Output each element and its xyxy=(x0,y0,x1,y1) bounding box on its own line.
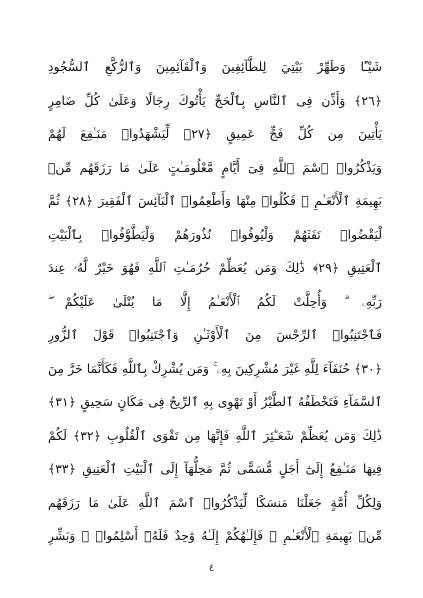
text-line: فَٱجْتَنِبُوا۟ ٱلرِّجْسَ مِنَ ٱلْأَوْثَـٰنِ وَٱجْتَنِبُوا۟ قَوْلَ ٱلزُّورِ xyxy=(48,327,382,342)
text-line: وَيَذْكُرُوا۟ ٱسْمَ ٱللَّهِ فِىٓ أَيَّامٍ مَّعْلُومَـٰتٍ عَلَىٰ مَا رَزَقَهُم مِّنۢ xyxy=(48,159,382,175)
text-line: يَأْتِينَ مِن كُلِّ فَجٍّ عَمِيقٍ ﴿٢٧﴾ لِّيَشْهَدُوا۟ مَنَـٰفِعَ لَهُمْ xyxy=(48,126,382,141)
text-line: لْيَقْضُوا۟ تَفَثَهُمْ وَلْيُوفُوا۟ نُذُورَهُمْ وَلْيَطَّوَّفُوا۟ بِٱلْبَيْتِ xyxy=(48,226,382,242)
text-line: ذَٰلِكَ وَمَن يُعَظِّمْ شَعَـٰٓئِرَ ٱللَّهِ فَإِنَّهَا مِن تَقْوَى ٱلْقُلُوبِ ﴿٣٢﴾ لَكُمْ xyxy=(48,427,382,443)
text-line: مِّنۢ بَهِيمَةِ ٱلْأَنْعَـٰمِ ۗ فَإِلَـٰهُكُمْ إِلَـٰهٌ وَٰحِدٌ فَلَهُۥٓ أَسْلِمُوا۟ ۗ وَبَشِّرِ xyxy=(48,528,382,543)
quran-text-block xyxy=(48,50,382,553)
text-line: ٱلسَّمَآءِ فَتَخْطَفُهُ ٱلطَّيْرُ أَوْ تَهْوِى بِهِ ٱلرِّيحُ فِى مَكَانٍ سَحِيقٍ ﴿٣١﴾ xyxy=(48,394,382,409)
text-line: رَبِّهِۦ ۗ وَأُحِلَّتْ لَكُمُ ٱلْأَنْعَـٰمُ إِلَّا مَا يُتْلَىٰ عَلَيْكُمْ ۖ xyxy=(48,293,382,309)
text-line: ﴿٢٦﴾ وَأَذِّن فِى ٱلنَّاسِ بِٱلْحَجِّ يَأْتُوكَ رِجَالًا وَعَلَىٰ كُلِّ ضَامِرٍ xyxy=(48,92,382,108)
text-line: شَيْـًٔا وَطَهِّرْ بَيْتِيَ لِلطَّآئِفِينَ وَٱلْقَآئِمِينَ وَٱلرُّكَّعِ ٱلسُّجُودِ xyxy=(48,59,382,74)
page-number: ٤ xyxy=(208,563,215,574)
text-line: وَلِكُلِّ أُمَّةٍ جَعَلْنَا مَنسَكًا لِّيَذْكُرُوا۟ ٱسْمَ ٱللَّهِ عَلَىٰ مَا رَزَقَهُم xyxy=(48,494,382,510)
text-line: ٱلْعَتِيقِ ﴿٢٩﴾ ذَٰلِكَ وَمَن يُعَظِّمْ حُرُمَـٰتِ ٱللَّهِ فَهُوَ خَيْرٌ لَّهُۥ عِندَ xyxy=(48,260,382,275)
text-line: فِيهَا مَنَـٰفِعُ إِلَىٰٓ أَجَلٍ مُّسَمًّى ثُمَّ مَحِلُّهَآ إِلَى ٱلْبَيْتِ ٱلْعَتِيقِ ﴿٣٣﴾ xyxy=(48,461,382,476)
text-line: بَهِيمَةِ ٱلْأَنْعَـٰمِ ۖ فَكُلُوا۟ مِنْهَا وَأَطْعِمُوا۟ ٱلْبَآئِسَ ٱلْفَقِيرَ ﴿٢٨﴾ ثُمَّ xyxy=(48,193,382,208)
text-line: ﴿٣٠﴾ حُنَفَآءَ لِلَّهِ غَيْرَ مُشْرِكِينَ بِهِۦ ۚ وَمَن يُشْرِكْ بِٱللَّهِ فَكَأَنَّمَا خَرَّ مِنَ xyxy=(48,360,382,376)
